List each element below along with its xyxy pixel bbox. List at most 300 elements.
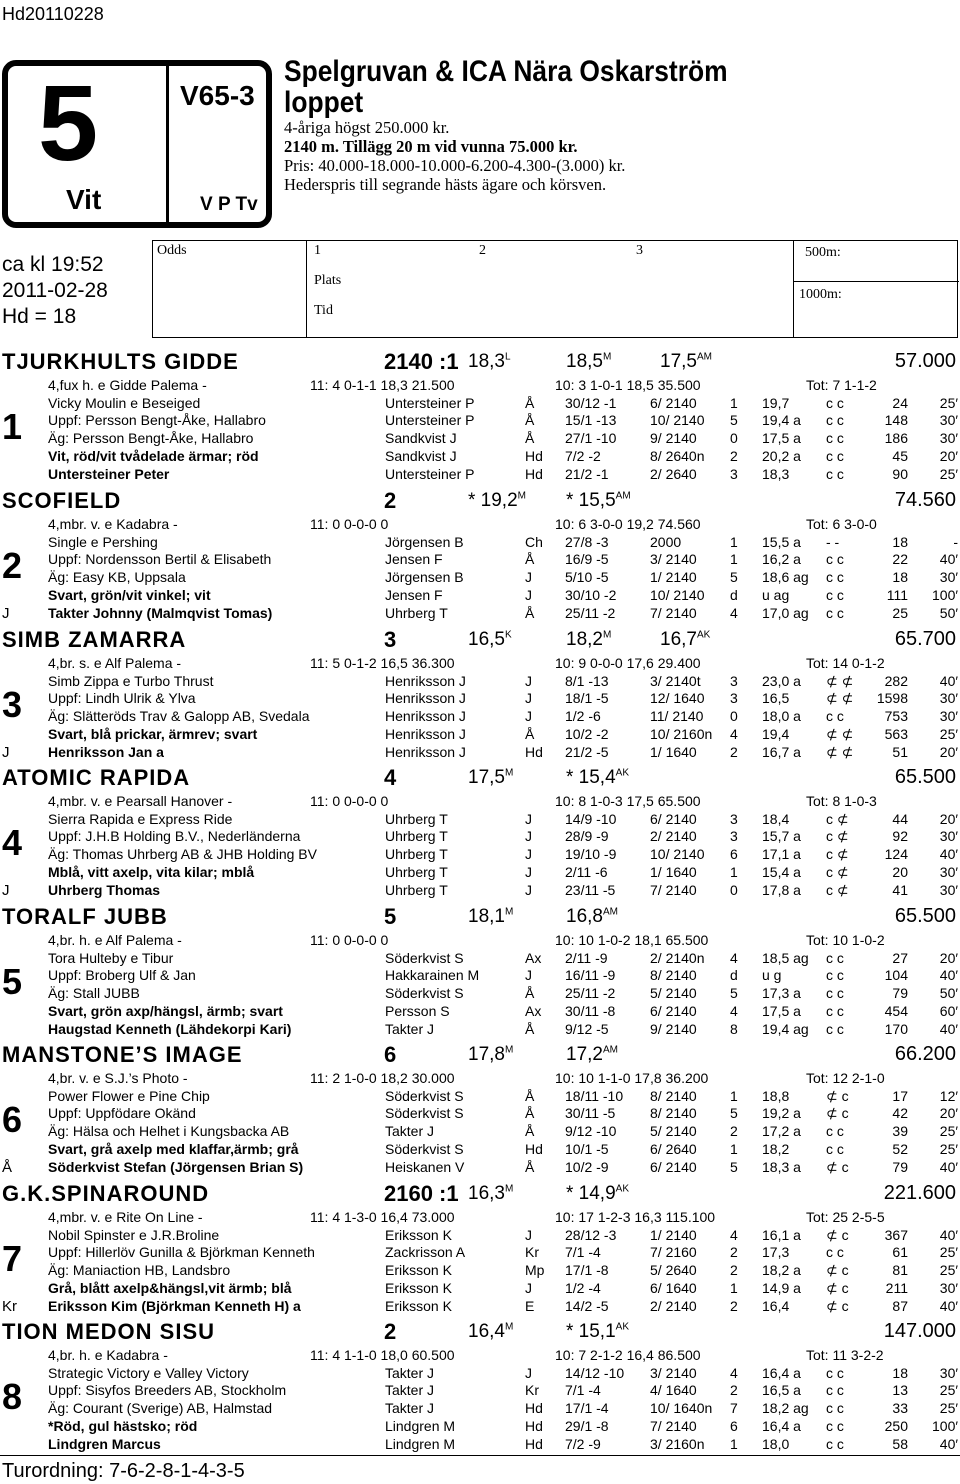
record-time: 16,4 [468,1321,505,1342]
start-cell: 6/ 1640 [650,1279,697,1296]
record-type: L [504,351,511,363]
horse-info-line: Strategic Victory e Valley Victory [48,1364,249,1381]
start-cell: 20′ [939,743,958,760]
start-cell: 3/ 2140 [650,551,697,568]
start-cell: 25/11 -2 [565,985,616,1002]
start-cell: Å [525,1158,535,1175]
horse-earnings: 65.500 [894,905,956,927]
start-cell: 20′ [939,447,958,464]
start-cell: J [525,1364,532,1381]
stats-2011: 11: 0 0-0-0 0 [310,516,389,532]
start-cell: 44 [892,810,908,827]
record-time: 18,1 [468,906,505,927]
horse-earnings: 65.500 [894,766,956,788]
start-cell: Söderkvist S [385,1105,464,1122]
record-time: 16,7 [660,629,697,650]
start-cell: Å [525,604,535,621]
start-cell: 100′ [932,586,958,603]
start-cell: Hd [525,1140,543,1157]
start-cell: 1 [730,1140,738,1157]
horse-info-line: Äg: Persson Bengt-Åke, Hallabro [48,430,254,447]
horse-earnings: 66.200 [894,1043,956,1065]
start-cell: 28/12 -3 [565,1226,617,1243]
start-cell: 10/ 2140 [650,412,705,429]
start-cell: 9/12 -5 [565,1020,609,1037]
start-cell: 10/2 -9 [565,1158,609,1175]
start-cell: 27 [892,949,908,966]
record-type: M [602,629,612,641]
start-cell: 7 [730,1400,738,1417]
start-cell: Eriksson K [385,1226,452,1243]
start-cell: J [525,828,532,845]
start-cell: Ax [525,949,542,966]
start-cell: 92 [892,828,908,845]
start-cell: Zackrisson A [385,1244,466,1261]
start-cell: 58 [892,1435,908,1452]
start-cell: 1/ 2140 [650,1226,697,1243]
horse-record [566,490,631,512]
start-cell: 17/1 -8 [565,1262,609,1279]
start-cell: 5/10 -5 [565,569,609,586]
start-cell: Å [525,1123,535,1140]
start-cell: 25 [892,604,908,621]
start-cell: J [525,863,532,880]
horse-info-line: Vicky Moulin e Beseiged [48,394,201,411]
m1000-label: 1000m: [799,287,842,302]
start-cell: d [730,967,738,984]
record-time: 17,8 [468,1044,505,1065]
start-cell: 23/11 -5 [565,881,616,898]
stats-2011: 11: 4 0-1-1 18,3 21.500 [310,377,455,393]
stats-2010: 10: 3 1-0-1 18,5 35.500 [555,377,701,393]
start-cell: 7/ 2140 [650,604,697,621]
stats-2011: 11: 4 1-1-0 18,0 60.500 [310,1347,455,1363]
start-cell: 23,0 a [762,672,801,689]
horse-info-line: Äg: Maniaction HB, Landsbro [48,1262,231,1279]
horse-record [566,1044,618,1066]
horse-record [468,767,513,789]
start-cell: J [525,672,532,689]
start-cell: 20′ [939,1105,958,1122]
stats-total: Tot: 12 2-1-0 [806,1070,885,1086]
driver-license: J [2,743,10,761]
start-cell: c c [826,465,844,482]
start-cell: 5/ 2140 [650,1123,697,1140]
start-cell: 9/12 -10 [565,1123,617,1140]
horse-record [566,351,611,373]
stats-2011: 11: 4 1-3-0 16,4 73.000 [310,1209,455,1225]
start-cell: 3/ 2140t [650,672,701,689]
race-condition-1: 4-åriga högst 250.000 kr. [284,118,450,137]
start-cell: 8/1 -13 [565,672,609,689]
start-cell: Persson S [385,1002,450,1019]
horse-pedigree: 4,mbr. v. e Rite On Line - [48,1209,203,1225]
start-cell: 2 [730,1382,738,1399]
start-cell: 4 [730,1226,738,1243]
stats-total: Tot: 11 3-2-2 [806,1347,884,1363]
start-cell: 19,4 ag [762,1020,809,1037]
start-cell: 17,8 a [762,881,801,898]
start-cell: c c [826,1417,844,1434]
start-cell: 16,4 a [762,1417,801,1434]
start-cell: J [525,708,532,725]
start-cell: 50′ [939,604,958,621]
record-time: 17,5 [468,767,505,788]
record-time: 17,5 [660,351,697,372]
start-cell: 40′ [939,551,958,568]
start-cell: 4 [730,1002,738,1019]
stats-2011: 11: 0 0-0-0 0 [310,793,389,809]
start-cell: 5 [730,569,738,586]
horse-name: TORALF JUBB [2,904,168,929]
horse-name: TION MEDON SISU [2,1319,216,1344]
start-cell: 3/ 2140 [650,1364,697,1381]
start-cell: 16,4 a [762,1364,801,1381]
start-cell: 282 [884,672,908,689]
horse-name: MANSTONE’S IMAGE [2,1042,243,1067]
start-cell: J [525,1226,532,1243]
start-cell: 42 [892,1105,908,1122]
horse-info-line: Uppf: J.H.B Holding B.V., Nederländerna [48,828,301,845]
stats-2010: 10: 10 1-1-0 17,8 36.200 [555,1070,709,1086]
stats-total: Tot: 14 0-1-2 [806,655,885,671]
start-cell: 14/2 -5 [565,1297,609,1314]
horse-info-line: Uppf: Nordensson Bertil & Elisabeth [48,551,272,568]
start-cell: 7/2 -9 [565,1435,601,1452]
record-type: AM [602,1044,618,1056]
start-cell: 111 [886,586,908,603]
race-date: 2011-02-28 [2,279,108,302]
race-title [284,56,728,118]
start-cell: J [525,846,532,863]
start-number: 1 [2,406,23,447]
record-time: * 15,1 [566,1321,616,1342]
start-cell: 10/ 2140 [650,846,705,863]
horse-name: SIMB ZAMARRA [2,627,187,652]
record-type: M [504,906,514,918]
start-cell: Untersteiner P [385,465,475,482]
start-cell: 124 [884,846,908,863]
horse-info-line: Haugstad Kenneth (Lähdekorpi Kari) [48,1020,292,1037]
start-cell: 15,7 a [762,828,801,845]
start-cell: 40′ [939,967,958,984]
start-cell: Hd [525,465,543,482]
horse-info-line: Uhrberg Thomas [48,881,161,898]
stats-total: Tot: 7 1-1-2 [806,377,877,393]
start-time: ca kl 19:52 [2,253,104,276]
start-cell: 5/ 2140 [650,985,697,1002]
stats-2011: 11: 5 0-1-2 16,5 36.300 [310,655,455,671]
start-number: 2 [2,545,23,586]
horse-info-line: Äg: Courant (Sverige) AB, Halmstad [48,1400,273,1417]
start-cell: c c [826,447,844,464]
start-number: 7 [2,1238,23,1279]
record-type: AK [615,1321,629,1333]
start-cell: 6 [730,1417,738,1434]
start-cell: 20,2 a [762,447,801,464]
start-cell: 10/1 -5 [565,1140,609,1157]
start-cell: 5 [730,1105,738,1122]
start-cell: Lindgren M [385,1417,456,1434]
start-cell: 1/ 2140 [650,569,697,586]
record-type: M [517,490,526,502]
record-time: 18,5 [566,351,603,372]
start-cell: 1 [730,1435,738,1452]
stats-2010: 10: 8 1-0-3 17,5 65.500 [555,793,701,809]
start-cell: Kr [525,1244,539,1261]
horse-info-line: Untersteiner Peter [48,465,170,482]
start-cell: 9/ 2140 [650,1020,697,1037]
start-cell: Å [525,412,535,429]
record-type: AK [615,1183,629,1195]
start-cell: Takter J [385,1020,435,1037]
start-cell: 15,4 a [762,863,801,880]
stats-total: Tot: 25 2-5-5 [806,1209,885,1225]
start-cell: 0 [730,881,738,898]
start-cell: 50′ [939,985,958,1002]
start-number: 4 [2,822,23,863]
start-cell: 17,2 a [762,1123,801,1140]
horse-info-line: Uppf: Sisyfos Breeders AB, Stockholm [48,1382,287,1399]
start-cell: Takter J [385,1400,435,1417]
start-cell: ⊄ c [826,1297,849,1314]
record-time: 17,2 [566,1044,603,1065]
start-cell: 4/ 1640 [650,1382,697,1399]
stats-2010: 10: 7 2-1-2 16,4 86.500 [555,1347,701,1363]
start-cell: 18 [892,1364,908,1381]
start-cell: Å [525,1020,535,1037]
start-cell: 8/ 2140 [650,1087,697,1104]
start-cell: Takter J [385,1364,435,1381]
start-cell: ⊄ ⊄ [826,725,854,742]
start-cell: 4 [730,1364,738,1381]
start-cell: 5/ 2640 [650,1262,697,1279]
start-cell: 7/ 2140 [650,881,697,898]
horse-info-line: Söderkvist Stefan (Jörgensen Brian S) [48,1158,304,1175]
start-cell: 30′ [939,881,958,898]
driver-license: Kr [2,1297,17,1315]
start-cell: 6 [730,846,738,863]
horse-info-line: Single e Pershing [48,533,158,550]
horse-info-line: Tora Hulteby e Tibur [48,949,174,966]
start-cell: 27/8 -3 [565,533,609,550]
start-cell: 40′ [939,1435,958,1452]
start-cell: c c [826,569,844,586]
start-cell: Uhrberg T [385,828,448,845]
record-time: * 19,2 [468,490,518,511]
start-cell: Takter J [385,1123,435,1140]
start-cell: u g [762,967,782,984]
start-cell: 40′ [939,1020,958,1037]
start-cell: J [525,1279,532,1296]
record-time: 18,2 [566,629,603,650]
stats-2010: 10: 17 1-2-3 16,3 115.100 [555,1209,716,1225]
start-cell: 33 [892,1400,908,1417]
horse-record [468,490,526,512]
m500-label: 500m: [805,245,841,260]
start-cell: Å [525,725,535,742]
start-cell: Hd [525,1417,543,1434]
horse-info-line: Takter Johnny (Malmqvist Tomas) [48,604,273,621]
driver-license: J [2,881,10,899]
start-cell: 5 [730,1158,738,1175]
race-condition-3: Pris: 40.000-18.000-10.000-6.200-4.300-(3.000) kr. [284,156,626,175]
start-cell: 25′ [939,725,958,742]
start-cell: Å [525,394,535,411]
horse-info-line: *Röd, gul hästsko; röd [48,1417,198,1434]
start-cell: 18,0 [762,1435,790,1452]
start-cell: Sandkvist J [385,430,457,447]
horse-record [468,629,512,651]
horse-distance: 2160 :1 [384,1181,459,1206]
start-cell: 25′ [939,465,958,482]
start-cell: 40′ [939,1158,958,1175]
horse-earnings: 147.000 [883,1320,956,1342]
horse-pedigree: 4,br. h. e Kadabra - [48,1347,168,1363]
horse-info-line: Uppf: Persson Bengt-Åke, Hallabro [48,412,266,429]
horse-distance: 5 [384,904,397,929]
horse-info-line: Henriksson Jan a [48,743,164,760]
horse-pedigree: 4,br. s. e Alf Palema - [48,655,182,671]
start-cell: 19,7 [762,394,790,411]
start-cell: 9/ 2140 [650,430,697,447]
start-cell: 5 [730,985,738,1002]
start-cell: 2 [730,1123,738,1140]
start-cell: 25′ [939,1262,958,1279]
start-cell: ⊄ ⊄ [826,672,854,689]
start-cell: 30′ [939,1364,958,1381]
horse-pedigree: 4,br. v. e S.J.’s Photo - [48,1070,188,1086]
stats-total: Tot: 6 3-0-0 [806,516,877,532]
start-cell: 3 [730,465,738,482]
start-cell: Eriksson K [385,1297,452,1314]
game-label: V65-3 [180,80,255,111]
start-cell: 5 [730,412,738,429]
start-cell: 7/ 2160 [650,1244,697,1261]
start-cell: 61 [892,1244,908,1261]
start-cell: 14/12 -10 [565,1364,625,1381]
start-cell: c c [826,1382,844,1399]
start-cell: c ⊄ [826,846,849,863]
start-cell: 21/2 -1 [565,465,609,482]
start-cell: 7/1 -4 [565,1382,601,1399]
start-cell: 11/ 2140 [650,708,704,725]
start-cell: 18,6 ag [762,569,809,586]
horse-name: TJURKHULTS GIDDE [2,349,239,374]
start-cell: 20′ [939,949,958,966]
race-box-divider [166,66,169,222]
start-cell: Söderkvist S [385,949,464,966]
start-cell: Untersteiner P [385,412,475,429]
col-3-label: 3 [636,243,643,258]
start-cell: 81 [892,1262,908,1279]
start-cell: 3 [730,672,738,689]
start-cell: 18,4 [762,810,790,827]
start-cell: c c [826,1140,844,1157]
start-cell: 2 [730,447,738,464]
start-cell: c ⊄ [826,863,849,880]
horse-record [566,1321,629,1343]
start-cell: 1598 [876,690,908,707]
start-cell: 25′ [939,1382,958,1399]
horse-info-line: Uppf: Broberg Ulf & Jan [48,967,196,984]
stats-total: Tot: 10 1-0-2 [806,932,885,948]
start-cell: 4 [730,725,738,742]
start-cell: 6/ 2140 [650,810,697,827]
start-cell: ⊄ c [826,1279,849,1296]
start-cell: ⊄ c [826,1158,849,1175]
start-cell: Henriksson J [385,725,466,742]
start-cell: 52 [892,1140,908,1157]
start-cell: 18,3 a [762,1158,801,1175]
horse-record [566,767,629,789]
start-cell: c c [826,967,844,984]
bet-types: V P Tv [200,194,258,215]
start-cell: Kr [525,1382,539,1399]
start-cell: 148 [884,412,908,429]
start-number: 3 [2,684,23,725]
start-cell: 18 [892,533,908,550]
start-cell: 41 [892,881,908,898]
start-cell: 19,4 [762,725,790,742]
horse-record [566,1183,629,1205]
horse-record [468,1044,513,1066]
start-cell: 14/9 -10 [565,810,617,827]
start-cell: 20′ [939,810,958,827]
start-cell: 10/ 2140 [650,586,705,603]
record-time: 18,3 [468,351,505,372]
horse-pedigree: 4,br. h. e Alf Palema - [48,932,182,948]
horse-info-line: Nobil Spinster e J.R.Broline [48,1226,220,1243]
horse-name: SCOFIELD [2,488,122,513]
start-cell: 17,5 a [762,1002,801,1019]
record-type: M [504,1321,514,1333]
start-cell: Uhrberg T [385,863,448,880]
start-cell: 17,3 [762,1244,790,1261]
start-cell: 30′ [939,1279,958,1296]
start-cell: Jörgensen B [385,533,464,550]
odds-label: Odds [157,243,187,258]
start-cell: c c [826,708,844,725]
start-cell: Å [525,1087,535,1104]
horse-distance: 2 [384,488,397,513]
start-cell: 25′ [939,1244,958,1261]
start-cell: Hd [525,447,543,464]
start-cell: Henriksson J [385,690,466,707]
race-number: 5 [38,62,97,183]
start-cell: Jörgensen B [385,569,464,586]
start-cell: 1 [730,533,738,550]
start-cell: Å [525,1105,535,1122]
horse-distance: 2 [384,1319,397,1344]
start-cell: 8/ 2640n [650,447,705,464]
horse-info-line: Äg: Easy KB, Uppsala [48,569,186,586]
start-cell: 39 [892,1123,908,1140]
horse-record [566,906,618,928]
start-cell: 1/ 1640 [650,863,697,880]
horse-info-line: Lindgren Marcus [48,1435,161,1452]
start-cell: 29/1 -8 [565,1417,609,1434]
start-cell: 18,3 [762,465,790,482]
record-type: AM [602,906,618,918]
start-cell: Mp [525,1262,545,1279]
start-cell: 16,5 a [762,1382,801,1399]
record-type: M [504,1044,514,1056]
start-cell: 18/11 -10 [565,1087,624,1104]
col-1-label: 1 [314,243,321,258]
start-cell: 6/ 2140 [650,394,697,411]
horse-distance: 6 [384,1042,397,1067]
